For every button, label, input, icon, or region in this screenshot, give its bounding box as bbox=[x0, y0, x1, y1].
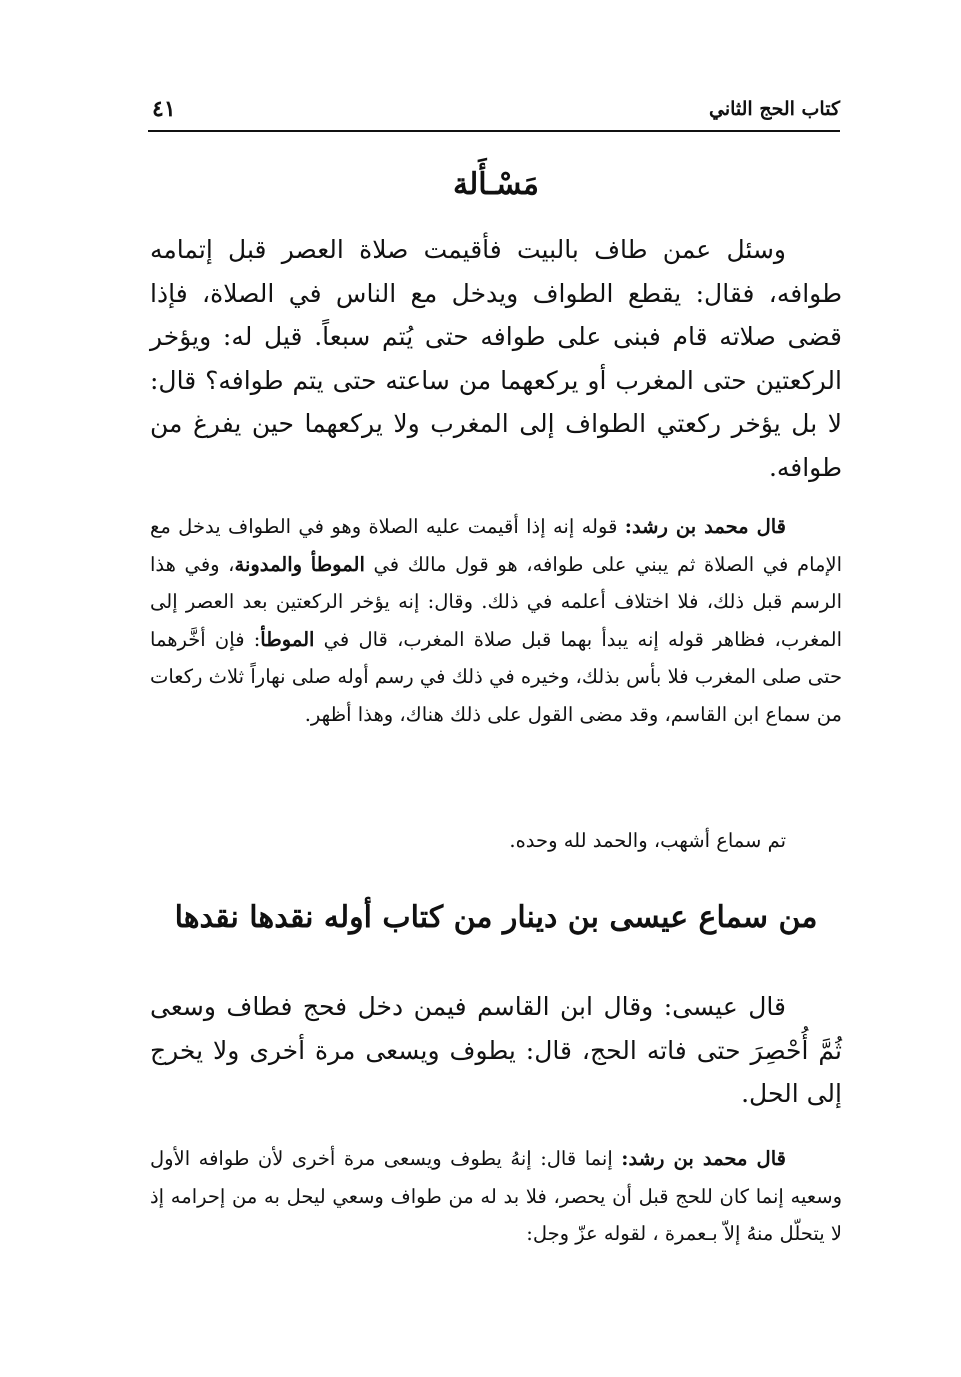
chapter-title: من سماع عيسى بن دينار من كتاب أوله نقدها نقدها bbox=[174, 900, 818, 935]
question-2-paragraph: قال عيسى: وقال ابن القاسم فيمن دخل فحج فطاف وسعى ثُمَّ أُحْصِرَ حتى فاته الحج، قال: يطوف ويسعى مرة أخرى ولا يخرج إلى الحل. bbox=[150, 992, 842, 1108]
book-title: كتاب الحج الثاني bbox=[709, 98, 840, 120]
commentary-text: : فإن أخَّرهما حتى صلى المغرب فلا بأس بذلك، وخيره في ذلك في رسم أوله صلى نهاراً ثلاث ركعات من سماع ابن القاسم، وقد مضى القول على ذلك هناك، وهذا أظهر. bbox=[150, 627, 842, 726]
commentary-speaker: قال محمد بن رشد: bbox=[624, 515, 786, 538]
commentary-text: ، وفي هذا الرسم قبل ذلك، فلا اختلاف أعلمه في ذلك. وقال: إنه يؤخر الركعتين بعد العصر إلى المغرب، فظاهر قوله إنه يبدأ بهما قبل صلاة المغرب، قال في bbox=[150, 552, 842, 651]
question-block bbox=[150, 228, 842, 489]
closing-block bbox=[150, 822, 842, 860]
term-mudawwana: والمدونة bbox=[234, 552, 303, 576]
commentary-2-text: إنما قال: إنهُ يطوف ويسعى مرة أخرى لأن طوافه الأول وسعيه إنما كان للحج قبل أن يحصر، فلا بد له من طواف وسعي ليحل به من إحرامه إذ لا يتحلّل منهُ إلاّ بـعمرة ، لقوله عزّ وجل: bbox=[150, 1147, 842, 1245]
question-paragraph: وسئل عمن طاف بالبيت فأقيمت صلاة العصر قبل إتمامه طوافه، فقال: يقطع الطواف ويدخل مع الناس في الصلاة، فإذا قضى صلاته قام فبنى على طوافه حتى يُتم سبعاً. قيل له: ويؤخر الركعتين حتى المغرب أو يركعهما من ساعته حتى يتم طوافه؟ قال: لا بل يؤخر ركعتي الطواف إلى المغرب ولا يركعهما حين يفرغ من طوافه. bbox=[150, 235, 842, 482]
commentary-2-block bbox=[150, 1140, 842, 1253]
commentary-paragraph bbox=[150, 508, 842, 733]
term-muwatta: الموطأ bbox=[260, 627, 315, 651]
page-number: ٤١ bbox=[152, 96, 176, 122]
commentary-2-paragraph bbox=[150, 1140, 842, 1253]
commentary-text: قوله إنه إذا أقيمت عليه الصلاة وهو في الطواف يدخل مع الإمام في الصلاة ثم يبني على طوافه، هو قول مالك في bbox=[150, 515, 843, 576]
closing-line: تم سماع أشهب، والحمد لله وحده. bbox=[509, 829, 786, 852]
section-title: مَسْـأَلة bbox=[453, 167, 539, 202]
commentary-text bbox=[302, 553, 311, 576]
commentary-2-speaker: قال محمد بن رشد: bbox=[621, 1147, 786, 1170]
question-2-block bbox=[150, 985, 842, 1116]
commentary-block bbox=[150, 508, 842, 733]
term-muwatta: الموطأ bbox=[310, 552, 365, 576]
running-header bbox=[148, 98, 840, 132]
